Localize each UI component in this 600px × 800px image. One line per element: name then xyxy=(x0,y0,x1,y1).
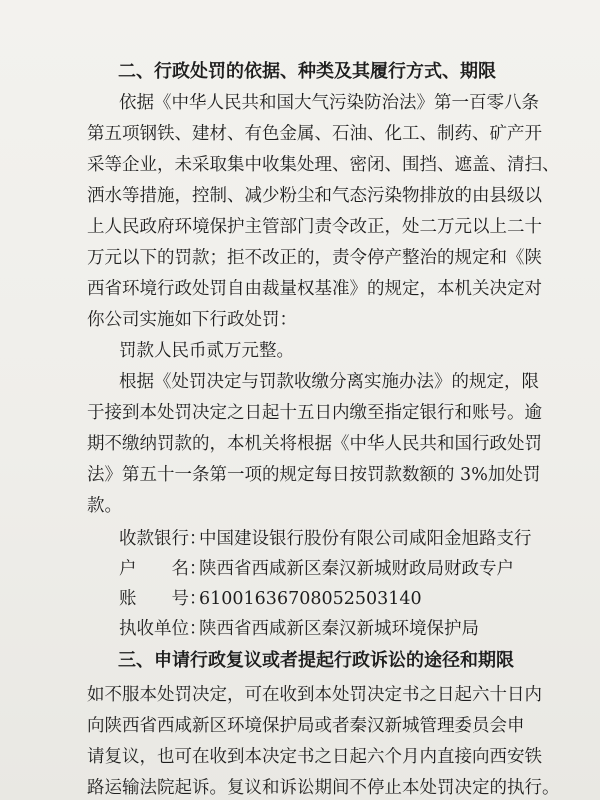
payment-agency-row xyxy=(119,618,600,640)
payment-bank-label: 收款银行： xyxy=(119,529,207,549)
paragraph-line: 请复议，也可在收到本决定书之日起六个月内直接向西安铁 xyxy=(87,747,542,767)
payment-account-number-row xyxy=(119,588,600,610)
section-2-heading: 二、行政处罚的依据、种类及其履行方式、期限 xyxy=(118,61,496,82)
paragraph-line: 款。 xyxy=(87,496,122,516)
penalty-amount: 罚款人民币贰万元整。 xyxy=(119,341,294,361)
payment-account-number-value: 61001636708052503140 xyxy=(199,589,422,609)
paragraph-line: 法》第五十一条第一项的规定每日按罚款数额的 3%加处罚 xyxy=(87,465,541,485)
payment-account-name-value: 陕西省西咸新区秦汉新城财政局财政专户 xyxy=(199,559,514,579)
payment-account-number-label: 账 号： xyxy=(119,589,207,609)
section-3-heading: 三、申请行政复议或者提起行政诉讼的途径和期限 xyxy=(118,650,514,671)
paragraph-line: 上人民政府环境保护主管部门责令改正，处二万元以上二十 xyxy=(87,217,542,237)
paragraph-line: 根据《处罚决定与罚款收缴分离实施办法》的规定，限 xyxy=(119,372,539,392)
paragraph-line: 如不服本处罚决定，可在收到本处罚决定书之日起六十日内 xyxy=(87,685,542,705)
payment-account-name-row xyxy=(119,558,600,580)
paragraph-line: 依据《中华人民共和国大气污染防治法》第一百零八条 xyxy=(119,93,539,113)
paragraph-line: 向陕西省西咸新区环境保护局或者秦汉新城管理委员会申 xyxy=(87,716,525,736)
paragraph-line: 西省环境行政处罚自由裁量权基准》的规定，本机关决定对 xyxy=(87,279,542,299)
paragraph-line: 洒水等措施，控制、减少粉尘和气态污染物排放的由县级以 xyxy=(87,186,542,206)
paragraph-line: 期不缴纳罚款的，本机关将根据《中华人民共和国行政处罚 xyxy=(87,434,542,454)
paragraph-line: 于接到本处罚决定之日起十五日内缴至指定银行和账号。逾 xyxy=(87,403,542,423)
payment-bank-row xyxy=(119,528,600,550)
payment-agency-value: 陕西省西咸新区秦汉新城环境保护局 xyxy=(199,619,479,639)
payment-agency-label: 执收单位： xyxy=(119,619,207,639)
paragraph-line: 路运输法院起诉。复议和诉讼期间不停止本处罚决定的执行。 xyxy=(87,778,560,798)
paragraph-line: 第五项钢铁、建材、有色金属、石油、化工、制药、矿产开 xyxy=(87,124,542,144)
payment-account-name-label: 户 名： xyxy=(119,559,207,579)
paragraph-line: 采等企业，未采取集中收集处理、密闭、围挡、遮盖、清扫、 xyxy=(87,155,560,175)
paragraph-line: 万元以下的罚款；拒不改正的，责令停产整治的规定和《陕 xyxy=(87,248,542,268)
payment-bank-value: 中国建设银行股份有限公司咸阳金旭路支行 xyxy=(199,529,532,549)
paragraph-line: 你公司实施如下行政处罚： xyxy=(87,310,297,330)
